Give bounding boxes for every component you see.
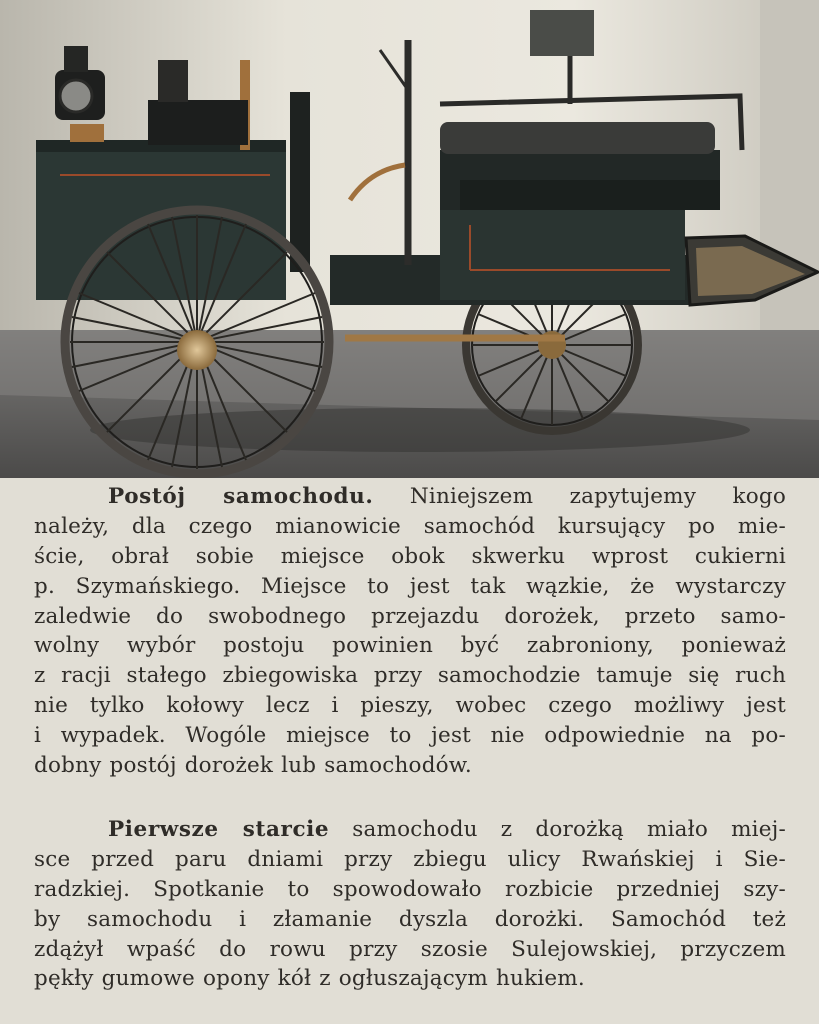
text-line [34, 815, 786, 845]
car-shadow [90, 408, 750, 452]
paragraph-heading: Pierwsze starcie [108, 817, 330, 842]
text-line: by samochodu i złamanie dyszla dorożki. Samochód też [34, 906, 786, 932]
text-line: należy, dla czego mianowicie samochód kursujący po mie- [34, 513, 786, 539]
newspaper-clipping [0, 478, 819, 1024]
text-line: samochodu z dorożką miało miej- [329, 817, 786, 842]
text-line: wolny wybór postoju powinien być zabroniony, ponieważ [34, 633, 786, 659]
text-line: radzkiej. Spotkanie to spowodowało rozbicie przedniej szy- [34, 876, 786, 902]
article-paragraph-1 [34, 482, 786, 781]
text-line: nie tylko kołowy lecz i pieszy, wobec czego możliwy jest [34, 693, 786, 719]
text-line: Niniejszem zapytujemy kogo [373, 484, 786, 509]
text-line: ście, obrał sobie miejsce obok skwerku wprost cukierni [34, 543, 786, 569]
text-line: pękły gumowe opony kół z ogłuszającym hukiem. [34, 966, 585, 992]
paragraph-heading: Postój samochodu. [108, 484, 374, 509]
text-line: z racji stałego zbiegowiska przy samochodzie tamuje się ruch [34, 663, 786, 689]
front-wheel [65, 210, 329, 474]
text-line: p. Szymańskiego. Miejsce to jest tak wązkie, że wystarczy [34, 573, 786, 599]
text-line: dobny postój dorożek lub samochodów. [34, 753, 472, 779]
text-line: sce przed paru dniami przy zbiegu ulicy Rwańskiej i Sie- [34, 846, 786, 872]
article-paragraph-2 [34, 815, 786, 994]
steam-car-photo [0, 0, 819, 478]
text-line: i wypadek. Wogóle miejsce to jest nie odpowiednie na po- [34, 723, 786, 749]
text-line: zaledwie do swobodnego przejazdu dorożek, przeto samo- [34, 603, 786, 629]
text-line [34, 482, 786, 512]
text-line: zdążył wpaść do rowu przy szosie Sulejowskiej, przyczem [34, 936, 786, 962]
